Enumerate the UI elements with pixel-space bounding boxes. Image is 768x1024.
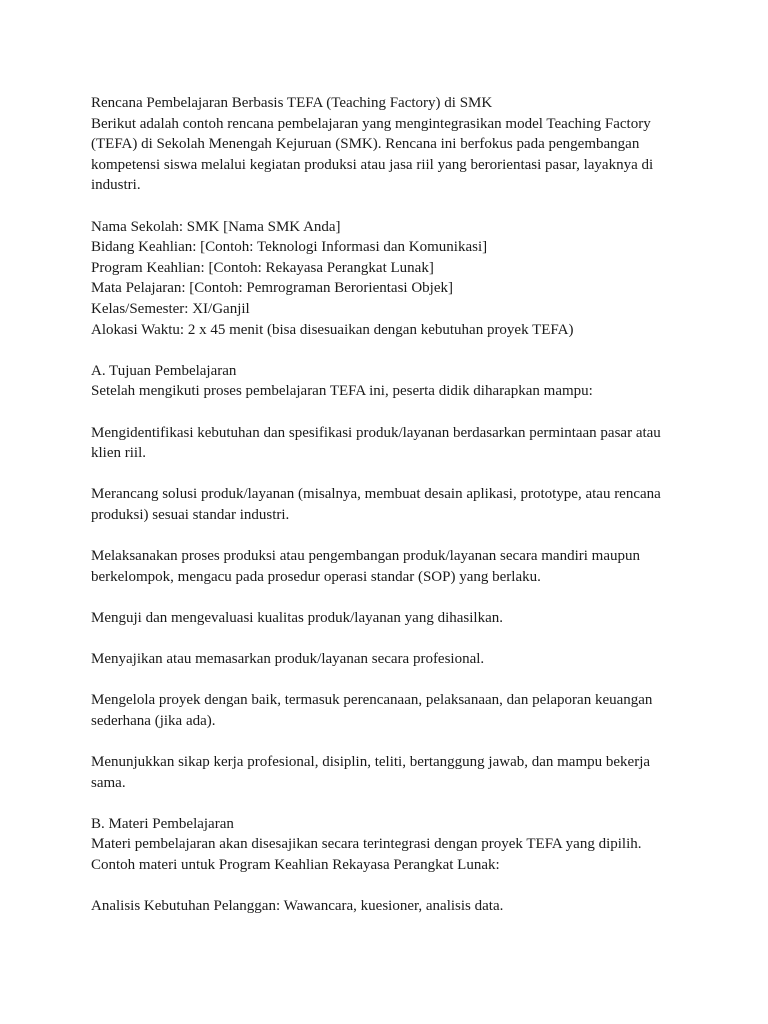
identity-field: Bidang Keahlian: [Contoh: Teknologi Informasi dan Komunikasi]	[91, 239, 488, 256]
spacer	[91, 196, 681, 217]
spacer	[91, 731, 681, 752]
spacer	[91, 587, 681, 608]
document-title: Rencana Pembelajaran Berbasis TEFA (Teaching Factory) di SMK	[91, 95, 493, 111]
identity-subject: Mata Pelajaran: [Contoh: Pemrograman Berorientasi Objek]	[91, 280, 453, 297]
spacer	[91, 464, 681, 485]
objective-item: Menunjukkan sikap kerja profesional, disiplin, teliti, bertanggung jawab, dan mampu bekerja sama.	[91, 754, 651, 791]
section-b-heading: B. Materi Pembelajaran	[91, 815, 234, 832]
objective-item: Mengelola proyek dengan baik, termasuk perencanaan, pelaksanaan, dan pelaporan keuangan sederhana (jika ada).	[91, 692, 653, 729]
objective-item: Melaksanakan proses produksi atau pengembangan produk/layanan secara mandiri maupun berkelompok, mengacu pada prosedur operasi standar (SOP) yang berlaku.	[91, 548, 640, 585]
spacer	[91, 628, 681, 649]
spacer	[91, 402, 681, 423]
identity-class: Kelas/Semester: XI/Ganjil	[91, 300, 250, 317]
identity-time: Alokasi Waktu: 2 x 45 menit (bisa disesuaikan dengan kebutuhan proyek TEFA)	[91, 321, 574, 338]
intro-paragraph: Berikut adalah contoh rencana pembelajaran yang mengintegrasikan model Teaching Factory (TEFA) di Sekolah Menengah Kejuruan (SMK). Rencana ini berfokus pada pengembangan kompetensi siswa melalui kegiatan produksi atau jasa riil yang berorientasi pasar, layaknya di industri.	[91, 115, 654, 194]
spacer	[91, 670, 681, 691]
spacer	[91, 525, 681, 546]
objective-item: Merancang solusi produk/layanan (misalnya, membuat desain aplikasi, prototype, atau rencana produksi) sesuai standar industri.	[91, 486, 661, 523]
identity-program: Program Keahlian: [Contoh: Rekayasa Perangkat Lunak]	[91, 259, 434, 276]
objective-item: Menyajikan atau memasarkan produk/layanan secara profesional.	[91, 651, 485, 668]
section-b-lead-example: Contoh materi untuk Program Keahlian Rekayasa Perangkat Lunak:	[91, 856, 500, 873]
spacer	[91, 340, 681, 361]
spacer	[91, 876, 681, 897]
document-page	[91, 93, 681, 917]
section-a-heading: A. Tujuan Pembelajaran	[91, 362, 237, 379]
identity-school: Nama Sekolah: SMK [Nama SMK Anda]	[91, 218, 341, 235]
material-item: Analisis Kebutuhan Pelanggan: Wawancara, kuesioner, analisis data.	[91, 898, 504, 915]
section-b-lead: Materi pembelajaran akan disesajikan secara terintegrasi dengan proyek TEFA yang dipilih.	[91, 836, 642, 853]
section-a-lead: Setelah mengikuti proses pembelajaran TEFA ini, peserta didik diharapkan mampu:	[91, 383, 593, 400]
spacer	[91, 793, 681, 814]
objective-item: Menguji dan mengevaluasi kualitas produk/layanan yang dihasilkan.	[91, 609, 503, 626]
objective-item: Mengidentifikasi kebutuhan dan spesifikasi produk/layanan berdasarkan permintaan pasar atau klien riil.	[91, 424, 661, 462]
